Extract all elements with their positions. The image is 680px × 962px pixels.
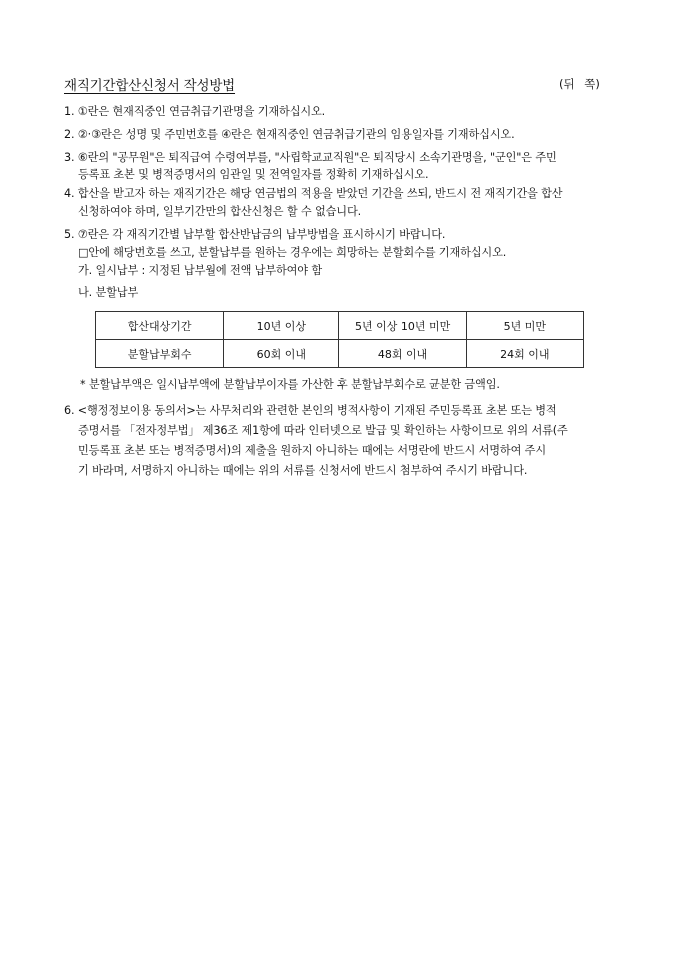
instruction-6-line-1: 6. <행정정보이용 동의서>는 사무처리와 관련한 본인의 병적사항이 기재된 주민등록표 초본 또는 병적 [64, 404, 557, 417]
document-title: 재직기간합산신청서 작성방법 [64, 78, 236, 94]
table-cell: 24회 이내 [466, 340, 583, 368]
instruction-6-line-3: 민등록표 초본 또는 병적증명서)의 제출을 원하지 아니하는 때에는 서명란에 반드시 서명하여 주시 [78, 444, 546, 457]
table-cell: 분할납부회수 [96, 340, 224, 368]
table-row [96, 312, 584, 340]
instruction-3-line-2: 등록표 초본 및 병적증명서의 임관일 및 전역일자를 정확히 기재하십시오. [78, 168, 429, 181]
instruction-3-line-1: 3. ⑥란의 "공무원"은 퇴직급여 수령여부를, "사립학교교직원"은 퇴직당시 소속기관명을, "군인"은 주민 [64, 151, 557, 164]
instruction-2: 2. ②·③란은 성명 및 주민번호를 ④란은 현재직중인 연금취급기관의 임용일자를 기재하십시오. [64, 128, 515, 141]
instruction-5-option-a: 가. 일시납부 : 지정된 납부월에 전액 납부하여야 함 [78, 264, 323, 277]
instruction-5-option-b: 나. 분할납부 [78, 286, 139, 299]
installment-note: * 분할납부액은 일시납부액에 분할납부이자를 가산한 후 분할납부회수로 균분한 금액임. [80, 378, 500, 391]
instruction-5-line-2: □안에 해당번호를 쓰고, 분할납부를 원하는 경우에는 희망하는 분할회수를 기재하십시오. [78, 246, 507, 259]
table-cell: 5년 미만 [466, 312, 583, 340]
page-side-label: (뒤 쪽) [559, 77, 600, 91]
instruction-6-line-2: 증명서를 「전자정부법」 제36조 제1항에 따라 인터넷으로 발급 및 확인하는 사항이므로 위의 서류(주 [78, 424, 568, 437]
table-cell: 합산대상기간 [96, 312, 224, 340]
table-cell: 5년 이상 10년 미만 [339, 312, 466, 340]
table-cell: 48회 이내 [339, 340, 466, 368]
installment-table [95, 311, 584, 368]
instruction-1: 1. ①란은 현재직중인 연금취급기관명을 기재하십시오. [64, 105, 326, 118]
table-row [96, 340, 584, 368]
table-cell: 10년 이상 [224, 312, 339, 340]
instruction-5-line-1: 5. ⑦란은 각 재직기간별 납부할 합산반납금의 납부방법을 표시하시기 바랍니다. [64, 228, 446, 241]
instruction-4-line-1: 4. 합산을 받고자 하는 재직기간은 해당 연금법의 적용을 받았던 기간을 쓰되, 반드시 전 재직기간을 합산 [64, 187, 563, 200]
table-cell: 60회 이내 [224, 340, 339, 368]
instruction-6-line-4: 기 바라며, 서명하지 아니하는 때에는 위의 서류를 신청서에 반드시 첨부하여 주시기 바랍니다. [78, 464, 528, 477]
instruction-4-line-2: 신청하여야 하며, 일부기간만의 합산신청은 할 수 없습니다. [78, 205, 362, 218]
